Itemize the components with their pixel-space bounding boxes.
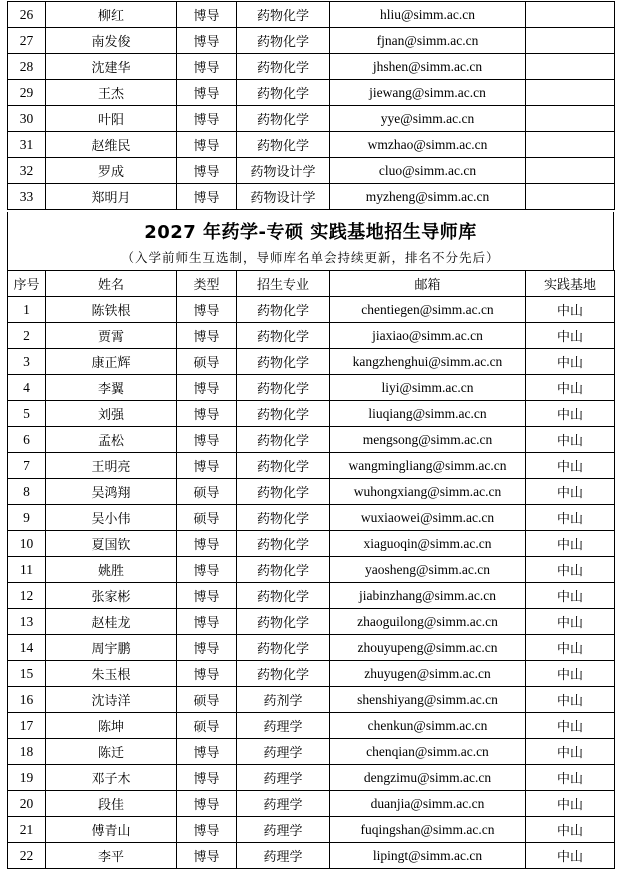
cell-name: 郑明月 — [46, 184, 177, 210]
cell-base: 中山 — [526, 635, 615, 661]
cell-email: jiewang@simm.ac.cn — [330, 80, 526, 106]
cell-email: chenqian@simm.ac.cn — [330, 739, 526, 765]
cell-no: 12 — [8, 583, 46, 609]
cell-major: 药物化学 — [237, 557, 330, 583]
cell-major: 药物设计学 — [237, 158, 330, 184]
cell-type: 博导 — [177, 609, 237, 635]
cell-type: 博导 — [177, 427, 237, 453]
cell-base: 中山 — [526, 505, 615, 531]
page-subtitle: （入学前师生互选制，导师库名单会持续更新，排名不分先后） — [121, 250, 500, 265]
cell-email: hliu@simm.ac.cn — [330, 2, 526, 28]
cell-base: 中山 — [526, 323, 615, 349]
cell-name: 沈建华 — [46, 54, 177, 80]
table-row — [8, 739, 615, 765]
cell-name: 沈诗洋 — [46, 687, 177, 713]
cell-no: 30 — [8, 106, 46, 132]
cell-email: cluo@simm.ac.cn — [330, 158, 526, 184]
cell-type: 博导 — [177, 401, 237, 427]
cell-major: 药物化学 — [237, 54, 330, 80]
cell-major: 药物化学 — [237, 349, 330, 375]
cell-name: 邓子木 — [46, 765, 177, 791]
cell-base: 中山 — [526, 401, 615, 427]
cell-no: 26 — [8, 2, 46, 28]
cell-email: chenkun@simm.ac.cn — [330, 713, 526, 739]
cell-name: 陈铁根 — [46, 297, 177, 323]
cell-email: zhouyupeng@simm.ac.cn — [330, 635, 526, 661]
cell-major: 药理学 — [237, 843, 330, 869]
header-major: 招生专业 — [237, 271, 330, 297]
cell-type: 硕导 — [177, 505, 237, 531]
cell-base: 中山 — [526, 713, 615, 739]
cell-name: 李平 — [46, 843, 177, 869]
cell-base — [526, 184, 615, 210]
cell-base — [526, 158, 615, 184]
table-row — [8, 106, 615, 132]
cell-email: kangzhenghui@simm.ac.cn — [330, 349, 526, 375]
cell-type: 博导 — [177, 375, 237, 401]
table-row — [8, 713, 615, 739]
cell-major: 药物化学 — [237, 401, 330, 427]
cell-type: 博导 — [177, 297, 237, 323]
cell-major: 药物化学 — [237, 609, 330, 635]
cell-no: 7 — [8, 453, 46, 479]
table-row — [8, 349, 615, 375]
cell-base: 中山 — [526, 687, 615, 713]
cell-major: 药物化学 — [237, 427, 330, 453]
header-email: 邮箱 — [330, 271, 526, 297]
cell-major: 药物化学 — [237, 661, 330, 687]
table-row — [8, 158, 615, 184]
cell-name: 叶阳 — [46, 106, 177, 132]
cell-major: 药物化学 — [237, 583, 330, 609]
cell-name: 南发俊 — [46, 28, 177, 54]
cell-base: 中山 — [526, 349, 615, 375]
cell-type: 博导 — [177, 453, 237, 479]
cell-email: jhshen@simm.ac.cn — [330, 54, 526, 80]
advisor-table — [7, 270, 615, 869]
cell-name: 陈坤 — [46, 713, 177, 739]
cell-name: 赵桂龙 — [46, 609, 177, 635]
cell-name: 段佳 — [46, 791, 177, 817]
cell-major: 药物化学 — [237, 375, 330, 401]
table-row — [8, 661, 615, 687]
cell-type: 博导 — [177, 583, 237, 609]
cell-email: wmzhao@simm.ac.cn — [330, 132, 526, 158]
cell-major: 药物化学 — [237, 635, 330, 661]
cell-email: liuqiang@simm.ac.cn — [330, 401, 526, 427]
cell-no: 21 — [8, 817, 46, 843]
cell-name: 姚胜 — [46, 557, 177, 583]
cell-no: 22 — [8, 843, 46, 869]
cell-base: 中山 — [526, 791, 615, 817]
cell-base: 中山 — [526, 765, 615, 791]
cell-major: 药物化学 — [237, 2, 330, 28]
cell-name: 朱玉根 — [46, 661, 177, 687]
table-row — [8, 791, 615, 817]
cell-no: 19 — [8, 765, 46, 791]
cell-name: 孟松 — [46, 427, 177, 453]
cell-no: 29 — [8, 80, 46, 106]
cell-name: 李翼 — [46, 375, 177, 401]
continued-advisor-table — [7, 1, 615, 210]
cell-type: 博导 — [177, 557, 237, 583]
table-row — [8, 297, 615, 323]
table-row — [8, 323, 615, 349]
page-title: 2027 年药学-专硕 实践基地招生导师库 — [144, 222, 477, 243]
cell-type: 博导 — [177, 791, 237, 817]
cell-no: 11 — [8, 557, 46, 583]
cell-name: 王杰 — [46, 80, 177, 106]
cell-type: 博导 — [177, 106, 237, 132]
cell-base: 中山 — [526, 531, 615, 557]
cell-base: 中山 — [526, 479, 615, 505]
cell-base: 中山 — [526, 661, 615, 687]
cell-base: 中山 — [526, 427, 615, 453]
cell-type: 博导 — [177, 635, 237, 661]
cell-email: fjnan@simm.ac.cn — [330, 28, 526, 54]
cell-type: 博导 — [177, 739, 237, 765]
cell-no: 13 — [8, 609, 46, 635]
table-header-row — [8, 271, 615, 297]
cell-type: 硕导 — [177, 479, 237, 505]
cell-type: 博导 — [177, 817, 237, 843]
cell-no: 31 — [8, 132, 46, 158]
table-row — [8, 2, 615, 28]
table-row — [8, 479, 615, 505]
cell-email: wuxiaowei@simm.ac.cn — [330, 505, 526, 531]
cell-type: 博导 — [177, 323, 237, 349]
cell-no: 3 — [8, 349, 46, 375]
cell-major: 药理学 — [237, 765, 330, 791]
cell-base — [526, 28, 615, 54]
cell-no: 2 — [8, 323, 46, 349]
table-row — [8, 843, 615, 869]
cell-base — [526, 80, 615, 106]
cell-name: 张家彬 — [46, 583, 177, 609]
cell-no: 14 — [8, 635, 46, 661]
cell-name: 赵维民 — [46, 132, 177, 158]
cell-major: 药理学 — [237, 817, 330, 843]
cell-name: 吴小伟 — [46, 505, 177, 531]
cell-type: 博导 — [177, 843, 237, 869]
cell-type: 博导 — [177, 80, 237, 106]
header-name: 姓名 — [46, 271, 177, 297]
cell-email: fuqingshan@simm.ac.cn — [330, 817, 526, 843]
table-row — [8, 817, 615, 843]
cell-type: 硕导 — [177, 349, 237, 375]
cell-email: wangmingliang@simm.ac.cn — [330, 453, 526, 479]
cell-base: 中山 — [526, 297, 615, 323]
cell-name: 吴鸿翔 — [46, 479, 177, 505]
cell-email: liyi@simm.ac.cn — [330, 375, 526, 401]
cell-no: 20 — [8, 791, 46, 817]
cell-name: 王明亮 — [46, 453, 177, 479]
cell-name: 周宇鹏 — [46, 635, 177, 661]
cell-type: 博导 — [177, 28, 237, 54]
cell-name: 刘强 — [46, 401, 177, 427]
cell-base — [526, 2, 615, 28]
table-row — [8, 583, 615, 609]
cell-type: 硕导 — [177, 687, 237, 713]
cell-email: yaosheng@simm.ac.cn — [330, 557, 526, 583]
header-no: 序号 — [8, 271, 46, 297]
table-row — [8, 453, 615, 479]
table-row — [8, 132, 615, 158]
cell-type: 博导 — [177, 531, 237, 557]
cell-base: 中山 — [526, 453, 615, 479]
cell-email: dengzimu@simm.ac.cn — [330, 765, 526, 791]
cell-major: 药物化学 — [237, 531, 330, 557]
cell-name: 康正辉 — [46, 349, 177, 375]
cell-major: 药物化学 — [237, 132, 330, 158]
cell-name: 夏国钦 — [46, 531, 177, 557]
cell-base: 中山 — [526, 817, 615, 843]
cell-email: yye@simm.ac.cn — [330, 106, 526, 132]
cell-name: 贾霄 — [46, 323, 177, 349]
cell-base: 中山 — [526, 609, 615, 635]
table-row — [8, 765, 615, 791]
cell-no: 4 — [8, 375, 46, 401]
cell-major: 药物化学 — [237, 479, 330, 505]
cell-major: 药理学 — [237, 791, 330, 817]
table-row — [8, 609, 615, 635]
cell-no: 9 — [8, 505, 46, 531]
table-row — [8, 635, 615, 661]
cell-major: 药物化学 — [237, 453, 330, 479]
cell-no: 32 — [8, 158, 46, 184]
cell-no: 16 — [8, 687, 46, 713]
cell-email: mengsong@simm.ac.cn — [330, 427, 526, 453]
cell-name: 罗成 — [46, 158, 177, 184]
cell-base — [526, 54, 615, 80]
cell-email: xiaguoqin@simm.ac.cn — [330, 531, 526, 557]
cell-email: chentiegen@simm.ac.cn — [330, 297, 526, 323]
cell-email: myzheng@simm.ac.cn — [330, 184, 526, 210]
cell-no: 27 — [8, 28, 46, 54]
cell-no: 8 — [8, 479, 46, 505]
cell-email: jiaxiao@simm.ac.cn — [330, 323, 526, 349]
cell-type: 博导 — [177, 2, 237, 28]
cell-name: 傅青山 — [46, 817, 177, 843]
cell-email: jiabinzhang@simm.ac.cn — [330, 583, 526, 609]
cell-base: 中山 — [526, 557, 615, 583]
table-row — [8, 401, 615, 427]
cell-no: 28 — [8, 54, 46, 80]
cell-no: 15 — [8, 661, 46, 687]
table-row — [8, 54, 615, 80]
cell-base: 中山 — [526, 739, 615, 765]
cell-major: 药物化学 — [237, 106, 330, 132]
table-row — [8, 427, 615, 453]
cell-email: wuhongxiang@simm.ac.cn — [330, 479, 526, 505]
cell-email: shenshiyang@simm.ac.cn — [330, 687, 526, 713]
cell-major: 药物化学 — [237, 297, 330, 323]
cell-type: 博导 — [177, 158, 237, 184]
cell-major: 药物化学 — [237, 323, 330, 349]
cell-major: 药理学 — [237, 739, 330, 765]
cell-base: 中山 — [526, 375, 615, 401]
cell-major: 药剂学 — [237, 687, 330, 713]
cell-type: 博导 — [177, 661, 237, 687]
cell-major: 药物化学 — [237, 80, 330, 106]
cell-name: 柳红 — [46, 2, 177, 28]
table-row — [8, 557, 615, 583]
cell-no: 5 — [8, 401, 46, 427]
cell-email: zhaoguilong@simm.ac.cn — [330, 609, 526, 635]
cell-email: duanjia@simm.ac.cn — [330, 791, 526, 817]
cell-type: 博导 — [177, 54, 237, 80]
section-title-block — [7, 212, 614, 270]
table-row — [8, 28, 615, 54]
cell-base — [526, 132, 615, 158]
cell-major: 药物化学 — [237, 505, 330, 531]
table-row — [8, 375, 615, 401]
cell-no: 6 — [8, 427, 46, 453]
cell-base: 中山 — [526, 583, 615, 609]
table-row — [8, 505, 615, 531]
cell-type: 博导 — [177, 184, 237, 210]
cell-major: 药理学 — [237, 713, 330, 739]
cell-no: 1 — [8, 297, 46, 323]
cell-no: 10 — [8, 531, 46, 557]
cell-no: 33 — [8, 184, 46, 210]
cell-email: lipingt@simm.ac.cn — [330, 843, 526, 869]
cell-base: 中山 — [526, 843, 615, 869]
cell-base — [526, 106, 615, 132]
cell-no: 17 — [8, 713, 46, 739]
cell-type: 博导 — [177, 765, 237, 791]
cell-major: 药物化学 — [237, 28, 330, 54]
table-row — [8, 184, 615, 210]
cell-type: 博导 — [177, 132, 237, 158]
cell-major: 药物设计学 — [237, 184, 330, 210]
header-base: 实践基地 — [526, 271, 615, 297]
table-row — [8, 80, 615, 106]
cell-email: zhuyugen@simm.ac.cn — [330, 661, 526, 687]
table-row — [8, 687, 615, 713]
cell-type: 硕导 — [177, 713, 237, 739]
cell-no: 18 — [8, 739, 46, 765]
table-row — [8, 531, 615, 557]
header-type: 类型 — [177, 271, 237, 297]
cell-name: 陈迁 — [46, 739, 177, 765]
